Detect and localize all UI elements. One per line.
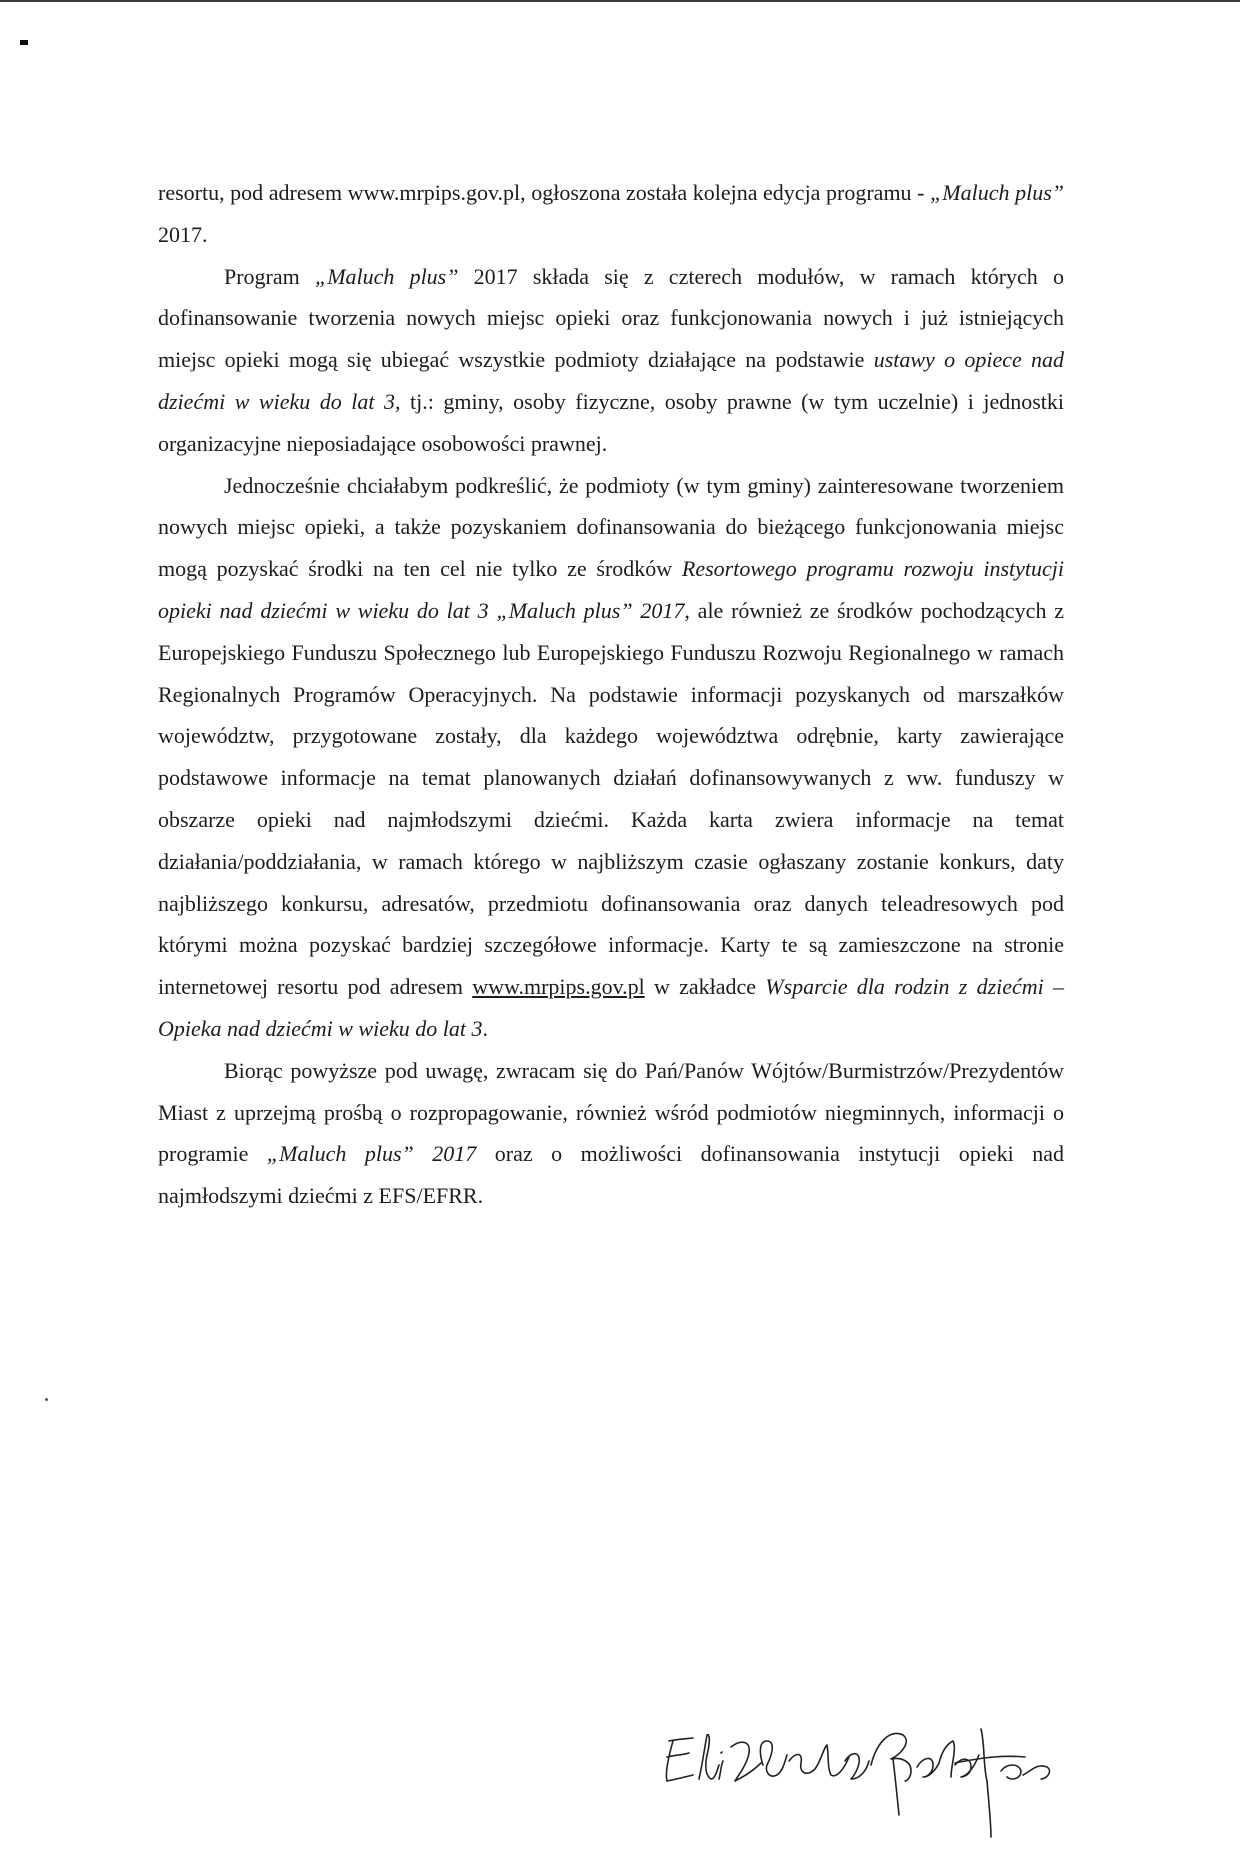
website-section-name: Wsparcie dla rodzin z dziećmi – Opieka nad dziećmi w wieku do lat 3: [158, 974, 1064, 1041]
act-name: ustawy o opiece nad dziećmi w wieku do lat 3,: [158, 347, 1064, 414]
paragraph-3: [158, 465, 1064, 1050]
ministry-website-link[interactable]: www.mrpips.gov.pl: [472, 974, 645, 1000]
letter-body: [158, 172, 1064, 1217]
scan-artifact-dot: [45, 1398, 48, 1401]
paragraph-1-text-end: 2017.: [158, 221, 208, 247]
paragraph-4: [158, 1050, 1064, 1217]
program-name: „Maluch plus”: [930, 180, 1064, 205]
program-name: „Maluch plus” 2017: [266, 1141, 477, 1167]
program-name: „Maluch plus”: [314, 263, 459, 289]
paragraph-3-text-mid: ale również ze środków pochodzących z Europejskiego Funduszu Społecznego lub Europejskiego Funduszu Rozwoju Regionalnego w ramach Regionalnych Programów Operacyjnych. Na podstawie informacji pozyskanych od marszałków województw, przygotowane zostały, dla każdego województwa odrębnie, karty zawierające podstawowe informacje na temat planowanych działań dofinansowywanych z ww. funduszy w obszarze opieki nad najmłodszymi dziećmi. Każda karta zwiera informacje na temat działania/poddziałania, w ramach którego w najbliższym czasie ogłaszany zostanie konkurs, daty najbliższego konkursu, adresatów, przedmiotu dofinansowania oraz danych teleadresowych pod którymi można pozyskać bardziej szczegółowe informacje. Karty te są zamieszczone na stronie internetowej resortu pod adresem: [158, 597, 1064, 1000]
scan-top-edge: [0, 0, 1240, 2]
paragraph-3-text: Jednocześnie chciałabym podkreślić, że podmioty (w tym gminy) zainteresowane tworzeniem nowych miejsc opieki, a także pozyskaniem dofinansowania do bieżącego funkcjonowania miejsc mogą pozyskać środki na ten cel nie tylko ze środków: [158, 472, 1064, 582]
handwritten-signature: [655, 1705, 1075, 1845]
paragraph-3-text-mid2: w zakładce: [644, 974, 766, 1000]
paragraph-3-text-end: .: [482, 1015, 488, 1041]
scan-artifact-mark: [20, 40, 28, 45]
signature-icon: [655, 1705, 1075, 1845]
paragraph-4-text: Biorąc powyższe pod uwagę, zwracam się do Pań/Panów Wójtów/Burmistrzów/Prezydentów Miast z uprzejmą prośbą o rozpropagowanie, również wśród podmiotów niegminnych, informacji o programie: [158, 1057, 1064, 1167]
paragraph-1-text: resortu, pod adresem www.mrpips.gov.pl, ogłoszona została kolejna edycja programu -: [158, 180, 931, 205]
program-full-name: Resortowego programu rozwoju instytucji opieki nad dziećmi w wieku do lat 3 „Maluch plus” 2017,: [158, 556, 1064, 623]
paragraph-4-text-end: oraz o możliwości dofinansowania instytucji opieki nad najmłodszymi dziećmi z EFS/EFRR.: [158, 1141, 1065, 1209]
paragraph-1: [158, 172, 1064, 256]
paragraph-2-text-mid: 2017 składa się z czterech modułów, w ramach których o dofinansowanie tworzenia nowych miejsc opieki oraz funkcjonowania nowych i już istniejących miejsc opieki mogą się ubiegać wszystkie podmioty działające na podstawie: [158, 263, 1064, 373]
paragraph-2: [158, 256, 1064, 465]
paragraph-2-text: Program: [224, 263, 315, 289]
paragraph-2-text-end: tj.: gminy, osoby fizyczne, osoby prawne (w tym uczelnie) i jednostki organizacyjne nieposiadające osobowości prawnej.: [158, 388, 1064, 456]
